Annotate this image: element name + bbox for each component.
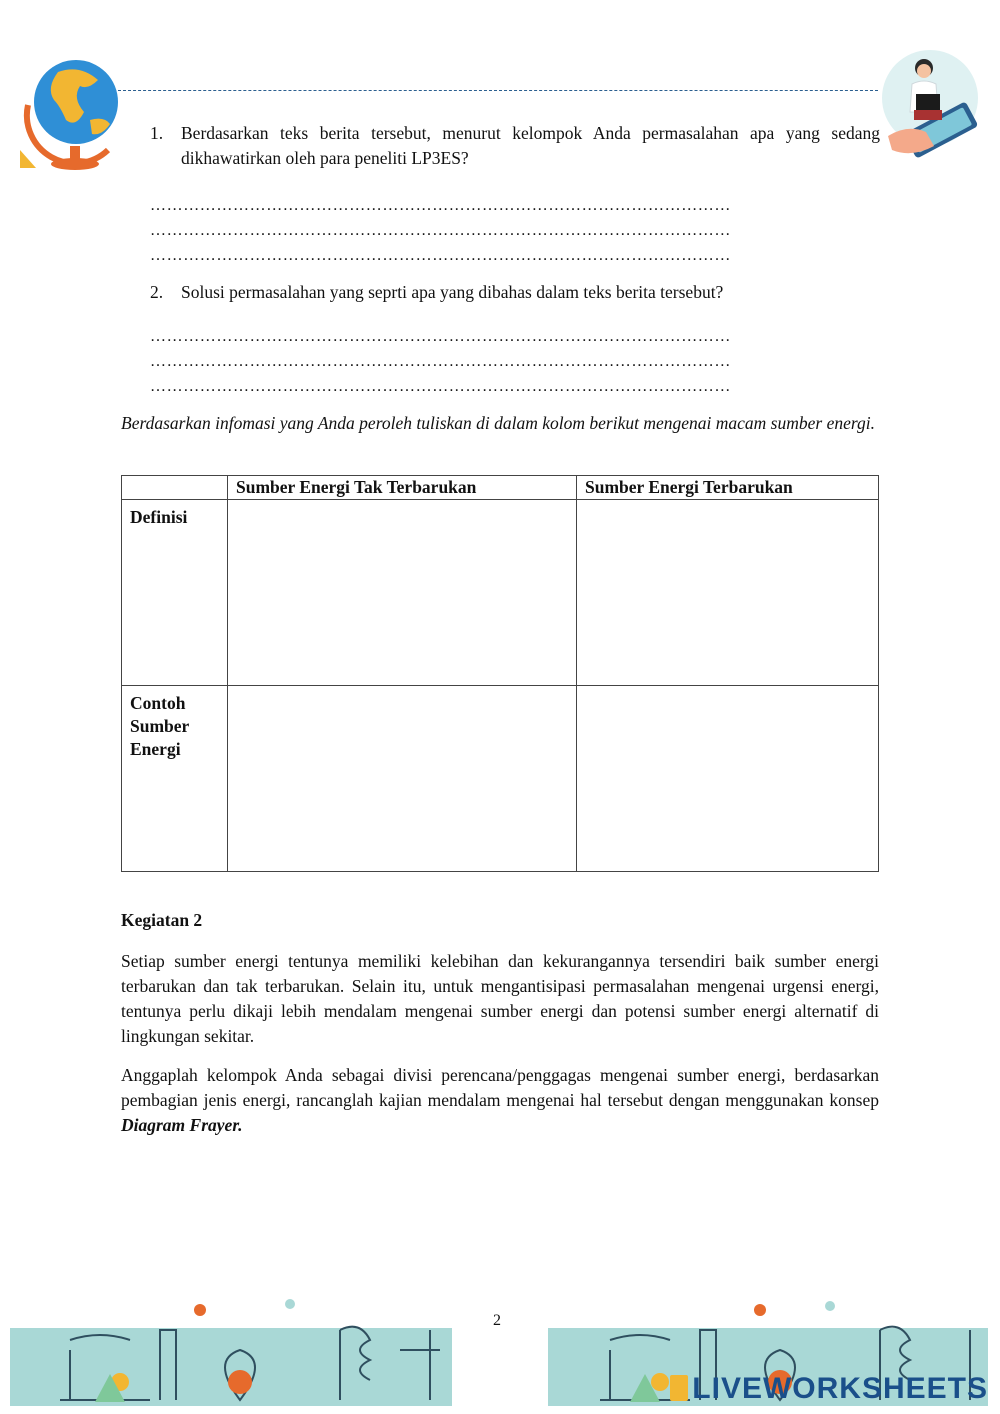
row-label-contoh: Contoh Sumber Energi — [122, 686, 228, 872]
answer-cell-contoh-nonrenewable[interactable] — [228, 686, 577, 872]
question-1 — [150, 121, 880, 171]
answer-cell-definisi-renewable[interactable] — [577, 500, 879, 686]
liveworksheets-logo[interactable] — [670, 1372, 988, 1406]
answer-cell-definisi-nonrenewable[interactable] — [228, 500, 577, 686]
globe-icon — [18, 50, 128, 175]
question-number: 1. — [150, 123, 164, 143]
answer-line[interactable]: …………………………………………………………………………………………… — [150, 197, 731, 214]
diagram-frayer-emphasis: Diagram Frayer. — [121, 1115, 243, 1135]
table-row — [122, 500, 879, 686]
question-text: Solusi permasalahan yang seprti apa yang dibahas dalam teks berita tersebut? — [181, 282, 724, 302]
question-2 — [150, 280, 880, 305]
teacher-phone-icon — [868, 50, 983, 165]
table-header-row — [122, 476, 879, 500]
table-row — [122, 686, 879, 872]
answer-line[interactable]: …………………………………………………………………………………………… — [150, 378, 731, 395]
table-header-empty — [122, 476, 228, 500]
answer-line[interactable]: …………………………………………………………………………………………… — [150, 328, 731, 345]
answer-cell-contoh-renewable[interactable] — [577, 686, 879, 872]
table-header-renewable: Sumber Energi Terbarukan — [577, 476, 879, 500]
question-number: 2. — [150, 282, 164, 302]
activity-paragraph-1: Setiap sumber energi tentunya memiliki kelebihan dan kekurangannya tersendiri baik sumber energi terbarukan dan tak terbarukan. Selain itu, untuk mengantisipasi permasalahan mengenai urgensi energi, tentunya perlu dikaji lebih mendalam mengenai sumber energi dan potensi sumber energi alternatif di lingkungan sekitar. — [121, 951, 879, 1046]
answer-line[interactable]: …………………………………………………………………………………………… — [150, 222, 731, 239]
page-number: 2 — [493, 1312, 501, 1329]
instruction-text: Berdasarkan infomasi yang Anda peroleh tuliskan di dalam kolom berikut mengenai macam sumber energi. — [121, 413, 876, 433]
table-header-nonrenewable: Sumber Energi Tak Terbarukan — [228, 476, 577, 500]
brand-name: LIVEWORKSHEETS — [692, 1372, 988, 1405]
paragraph-2-text: Anggaplah kelompok Anda sebagai divisi perencana/penggagas mengenai sumber energi, berdasarkan pembagian jenis energi, rancanglah kajian mendalam mengenai hal tersebut dengan menggunakan konsep — [121, 1065, 879, 1110]
question-text: Berdasarkan teks berita tersebut, menurut kelompok Anda permasalahan apa yang sedang dikhawatirkan oleh para peneliti LP3ES? — [181, 123, 880, 168]
answer-line[interactable]: …………………………………………………………………………………………… — [150, 353, 731, 370]
activity-paragraph-2 — [121, 1063, 879, 1138]
activity-heading: Kegiatan 2 — [121, 910, 203, 930]
logo-tag-icon — [670, 1375, 688, 1401]
answer-line[interactable]: …………………………………………………………………………………………… — [150, 247, 731, 264]
energy-table — [121, 475, 879, 872]
header-dashed-line — [118, 90, 878, 91]
row-label-definisi: Definisi — [122, 500, 228, 686]
